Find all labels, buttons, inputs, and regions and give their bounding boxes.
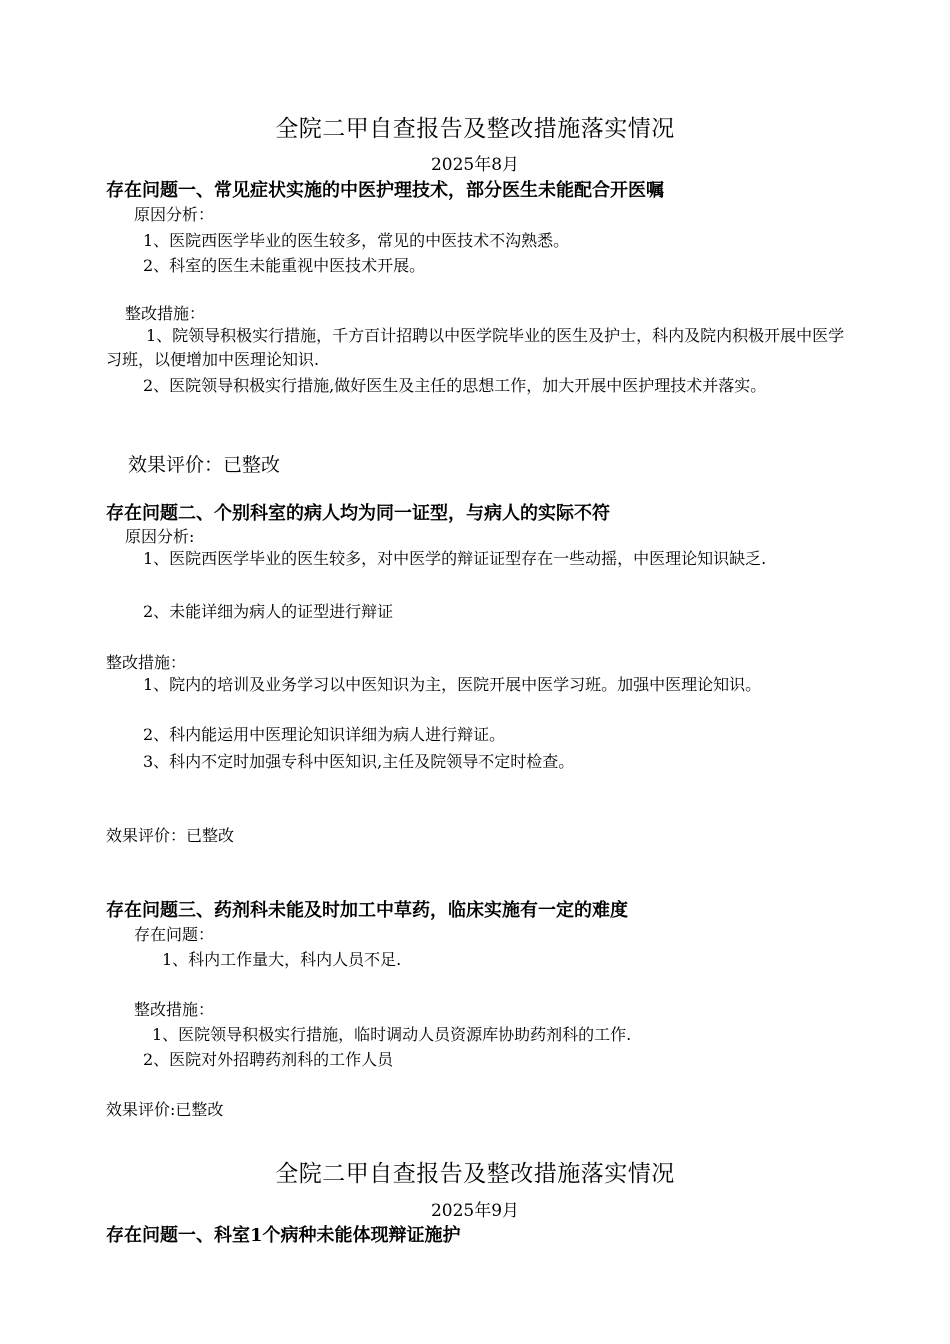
effect-evaluation: 效果评价:已整改 — [106, 1100, 224, 1119]
cause-item: 1、医院西医学毕业的医生较多，对中医学的辩证证型存在一些动摇，中医理论知识缺乏. — [143, 549, 767, 568]
measure-label: 整改措施： — [106, 653, 187, 672]
report-title: 全院二甲自查报告及整改措施落实情况 — [275, 1161, 675, 1187]
report-date: 2025年8月 — [430, 155, 520, 175]
measure-item: 2、医院对外招聘药剂科的工作人员 — [143, 1050, 394, 1069]
problem-heading: 存在问题一、常见症状实施的中医护理技术，部分医生未能配合开医嘱 — [106, 180, 664, 201]
measure-label: 整改措施： — [134, 1000, 215, 1019]
measure-item: 1、医院领导积极实行措施，临时调动人员资源库协助药剂科的工作. — [152, 1025, 632, 1044]
problem-heading: 存在问题一、科室1个病种未能体现辩证施护 — [106, 1225, 461, 1246]
cause-label: 原因分析： — [134, 205, 215, 224]
cause-label: 原因分析: — [125, 527, 195, 546]
problem-heading: 存在问题二、个别科室的病人均为同一证型，与病人的实际不符 — [106, 503, 610, 524]
report-title: 全院二甲自查报告及整改措施落实情况 — [275, 116, 675, 142]
measure-item: 1、院内的培训及业务学习以中医知识为主，医院开展中医学习班。加强中医理论知识。 — [143, 675, 762, 694]
effect-evaluation: 效果评价：已整改 — [106, 826, 235, 845]
measure-item: 3、科内不定时加强专科中医知识,主任及院领导不定时检查。 — [143, 752, 575, 771]
measure-item: 2、医院领导积极实行措施,做好医生及主任的思想工作，加大开展中医护理技术并落实。 — [143, 376, 767, 395]
problem-heading: 存在问题三、药剂科未能及时加工中草药，临床实施有一定的难度 — [106, 900, 628, 921]
report-date: 2025年9月 — [430, 1201, 520, 1221]
cause-item: 1、医院西医学毕业的医生较多，常见的中医技术不沟熟悉。 — [143, 231, 570, 250]
measure-item: 2、科内能运用中医理论知识详细为病人进行辩证。 — [143, 725, 506, 744]
cause-item: 2、科室的医生未能重视中医技术开展。 — [143, 256, 426, 275]
measure-item: 1、院领导积极实行措施，千方百计招聘以中医学院毕业的医生及护士，科内及院内积极开展中医学习班，以便增加中医理论知识. — [106, 326, 845, 369]
measure-label: 整改措施： — [125, 304, 206, 323]
cause-item: 2、未能详细为病人的证型进行辩证 — [143, 602, 394, 621]
cause-item: 1、科内工作量大，科内人员不足. — [162, 950, 402, 969]
cause-label: 存在问题： — [134, 925, 215, 944]
effect-evaluation: 效果评价：已整改 — [128, 454, 281, 476]
